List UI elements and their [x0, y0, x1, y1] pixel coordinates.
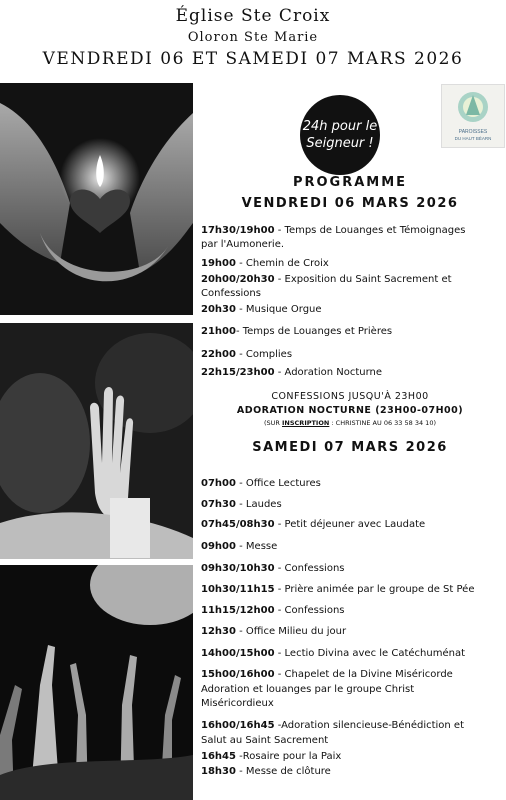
day1-heading: VENDREDI 06 MARS 2026 — [241, 196, 459, 211]
nocturnal-adoration-note: ADORATION NOCTURNE (23H00-07H00) — [236, 405, 464, 416]
candle-hands-photo — [0, 83, 193, 315]
schedule-item: 17h30/19h00 - Temps de Louanges et Témoignages — [201, 225, 466, 236]
logo-line2: DU HAUT BÉARN — [454, 136, 492, 141]
schedule-item: Miséricordieux — [201, 698, 274, 709]
badge-line2: Seigneur ! — [306, 136, 374, 151]
event-dates: VENDREDI 06 ET SAMEDI 07 MARS 2026 — [42, 49, 464, 69]
schedule-item: 07h30 - Laudes — [201, 499, 282, 510]
schedule-item: 09h30/10h30 - Confessions — [201, 563, 345, 574]
schedule-item: 07h45/08h30 - Petit déjeuner avec Laudate — [201, 519, 426, 530]
town-subtitle: Oloron Ste Marie — [187, 30, 319, 45]
schedule-item: 16h45 -Rosaire pour la Paix — [201, 751, 342, 762]
schedule-item: 22h15/23h00 - Adoration Nocturne — [201, 367, 383, 378]
schedule-item: 11h15/12h00 - Confessions — [201, 605, 345, 616]
schedule-item: Confessions — [201, 288, 261, 299]
schedule-item: Adoration et louanges par le groupe Christ — [201, 684, 415, 695]
programme-heading: PROGRAMME — [292, 175, 408, 190]
schedule-item: 10h30/11h15 - Prière animée par le groupe de St Pée — [201, 584, 475, 595]
schedule-item: 18h30 - Messe de clôture — [201, 766, 331, 777]
schedule-item: Salut au Saint Sacrement — [201, 735, 329, 746]
crowd-worship-photo — [0, 565, 193, 800]
schedule-item: 20h30 - Musique Orgue — [201, 304, 322, 315]
schedule-item: 09h00 - Messe — [201, 541, 278, 552]
registration-note: (SUR INSCRIPTION : CHRISTINE AU 06 33 58 34 10) — [263, 419, 436, 427]
schedule-item: par l'Aumonerie. — [201, 239, 285, 250]
schedule-item: 14h00/15h00 - Lectio Divina avec le Catéchuménat — [201, 648, 466, 659]
schedule-item: 19h00 - Chemin de Croix — [201, 258, 329, 269]
schedule-item: 12h30 - Office Milieu du jour — [201, 626, 347, 637]
schedule-item: 16h00/16h45 -Adoration silencieuse-Bénédiction et — [201, 720, 465, 731]
schedule-item: 22h00 - Complies — [201, 349, 293, 360]
schedule-item: 15h00/16h00 - Chapelet de la Divine Miséricorde — [201, 669, 453, 680]
badge-line1: 24h pour le — [302, 119, 378, 134]
church-title: Église Ste Croix — [175, 6, 331, 26]
schedule-item: 21h00- Temps de Louanges et Prières — [201, 326, 393, 337]
raised-hand-photo — [0, 323, 193, 559]
logo-line1: PAROISSES — [458, 129, 488, 135]
schedule-item: 20h00/20h30 - Exposition du Saint Sacrement et — [201, 274, 452, 285]
paroisses-logo — [441, 84, 505, 148]
badge-24h-seigneur — [300, 95, 380, 175]
day2-heading: SAMEDI 07 MARS 2026 — [252, 440, 448, 455]
confessions-note: CONFESSIONS JUSQU'À 23H00 — [271, 391, 429, 402]
schedule-item: 07h00 - Office Lectures — [201, 478, 321, 489]
